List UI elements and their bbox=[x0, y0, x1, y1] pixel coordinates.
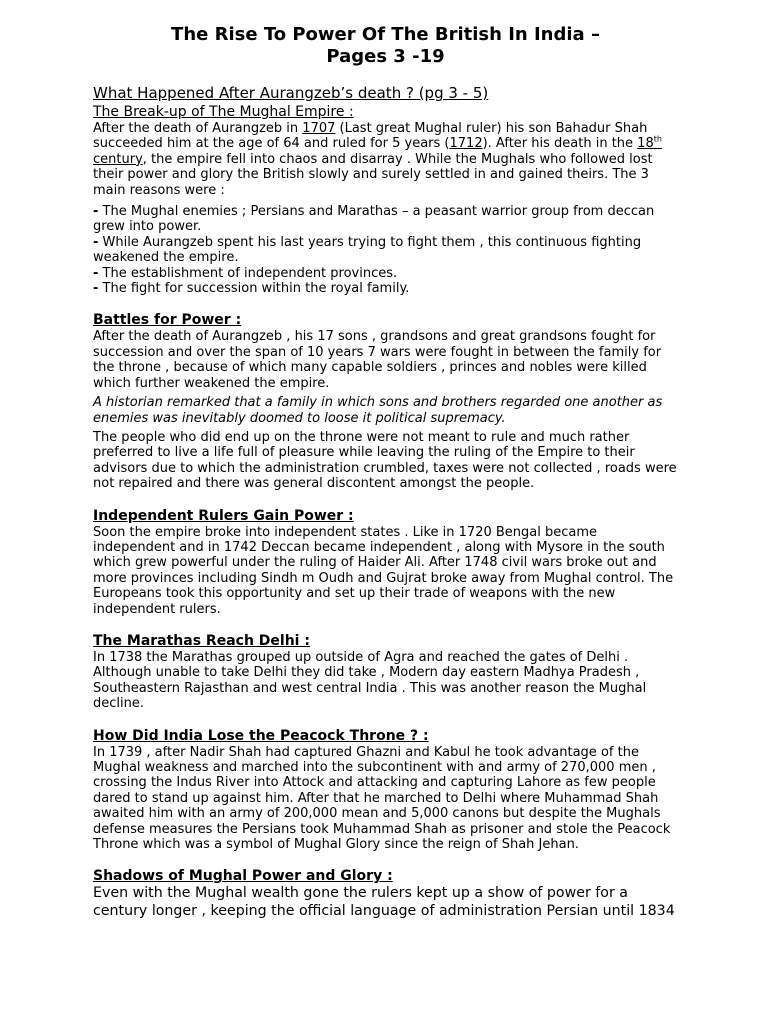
paragraph-breakup: After the death of Aurangzeb in 1707 (Last great Mughal ruler) his son Bahadur Shah succeeded him at the age of 64 and ruled for 5 years (1712). After his death in the 18th century, the empire fell into chaos and disarray . While the Mughals who followed lost their power and glory the British slowly and surely settled in and gained theirs. The 3 main reasons were : bbox=[93, 121, 662, 198]
title-line-2: Pages 3 -19 bbox=[326, 46, 445, 67]
document-title bbox=[83, 24, 688, 68]
section-title-peacock-throne: How Did India Lose the Peacock Throne ? : bbox=[93, 727, 429, 744]
century-link: 18th century bbox=[93, 135, 662, 167]
section-title-independent-rulers: Independent Rulers Gain Power : bbox=[93, 507, 354, 524]
historian-quote: A historian remarked that a family in which sons and brothers regarded one another as enemies was inevitably doomed to loose it political supremacy. bbox=[93, 395, 663, 426]
section-title-breakup: The Break-up of The Mughal Empire : bbox=[93, 104, 354, 120]
section-title-shadows: Shadows of Mughal Power and Glory : bbox=[93, 868, 393, 885]
paragraph-battles-1: After the death of Aurangzeb , his 17 sons , grandsons and great grandsons fought for succession and over the span of 10 years 7 wars were fought in between the family for the throne , because of which many capable soldiers , princes and nobles were killed which further weakened the empire. bbox=[93, 329, 662, 391]
section-title-battles: Battles for Power : bbox=[93, 312, 242, 329]
list-item: - The establishment of independent provinces. bbox=[93, 265, 398, 281]
list-item: - While Aurangzeb spent his last years trying to fight them , this continuous fighting weakened the empire. bbox=[93, 234, 642, 266]
list-item: - The fight for succession within the royal family. bbox=[93, 281, 410, 297]
section-title-marathas: The Marathas Reach Delhi : bbox=[93, 632, 310, 649]
title-line-1: The Rise To Power Of The British In India – bbox=[171, 24, 600, 45]
paragraph-battles-2: The people who did end up on the throne were not meant to rule and much rather preferred to live a life full of pleasure while leaving the ruling of the Empire to their advisors due to which the administration crumbled, taxes were not collected , roads were not repaired and there was general discontent amongst the people. bbox=[93, 429, 677, 492]
chapter-subheading: What Happened After Aurangzeb’s death ? (pg 3 - 5) bbox=[93, 84, 489, 102]
paragraph-shadows: Even with the Mughal wealth gone the rulers kept up a show of power for a century longer , keeping the official language of administration Persian until 1834 bbox=[93, 885, 675, 919]
paragraph-marathas: In 1738 the Marathas grouped up outside of Agra and reached the gates of Delhi . Although unable to take Delhi they did take , Modern day eastern Madhya Pradesh , Southeastern Rajasthan and west central India . This was another reason the Mughal decline. bbox=[93, 649, 647, 712]
year-link-1707: 1707 bbox=[302, 121, 336, 136]
paragraph-independent-rulers: Soon the empire broke into independent states . Like in 1720 Bengal became independent and in 1742 Deccan became independent , along with Mysore in the south which grew powerful under the ruling of Haider Ali. After 1748 civil wars broke out and more provinces including Sindh m Oudh and Gujrat broke away from Mughal control. The Europeans took this opportunity and set up their trade of weapons with the new independent rulers. bbox=[93, 524, 674, 617]
list-item: - The Mughal enemies ; Persians and Marathas – a peasant warrior group from deccan grew into power. bbox=[93, 204, 655, 235]
year-link-1712: 1712 bbox=[449, 136, 483, 152]
document-page bbox=[93, 24, 678, 920]
paragraph-peacock-throne: In 1739 , after Nadir Shah had captured Ghazni and Kabul he took advantage of the Mughal weakness and marched into the subcontinent with and army of 270,000 men , crossing the Indus River into Attock and attacking and capturing Lahore as few people dared to stand up against him. After that he marched to Delhi where Muhammad Shah awaited him with an army of 200,000 mean and 5,000 canons but despite the Mughals defense measures the Persians took Muhammad Shah as prisoner and stole the Peacock Throne which was a symbol of Mughal Glory since the reign of Shah Jehan. bbox=[93, 744, 671, 853]
